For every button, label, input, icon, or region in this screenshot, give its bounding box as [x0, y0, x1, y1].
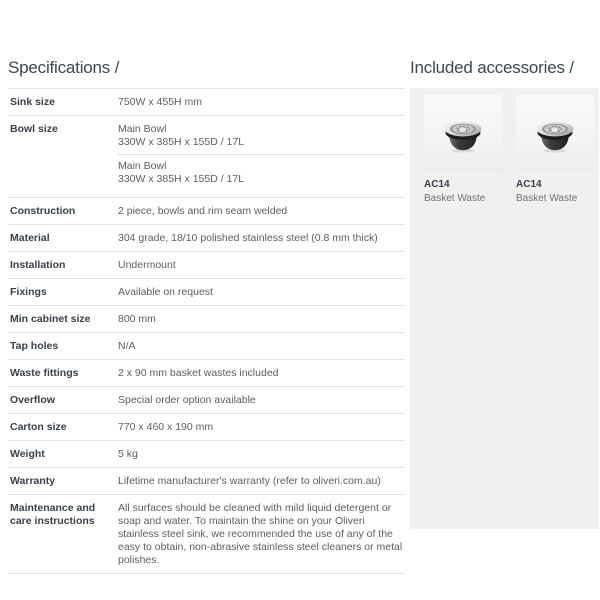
- spec-label: Maintenance and care instructions: [10, 502, 96, 527]
- spec-label: Carton size: [10, 421, 67, 433]
- specifications-table: [8, 88, 404, 574]
- spec-label: Bowl size: [10, 123, 58, 135]
- spec-value: Special order option available: [118, 394, 256, 406]
- spec-label: Overflow: [10, 394, 55, 406]
- bowl-title: Main Bowl: [118, 160, 167, 172]
- table-row-bowl-size: [8, 116, 404, 198]
- table-row-fixings: [8, 279, 404, 306]
- spec-value: 5 kg: [118, 448, 138, 460]
- accessories-panel: [410, 88, 599, 529]
- basket-waste-photo: [424, 95, 502, 172]
- basket-waste-drain-image: [530, 112, 580, 156]
- basket-waste-drain-image: [438, 112, 488, 156]
- accessory-card-list: [424, 95, 599, 205]
- accessories-heading: Included accessories /: [410, 58, 574, 77]
- accessories-section: [410, 57, 600, 529]
- spec-value: All surfaces should be cleaned with mild liquid detergent or soap and water. To maintain the shine on your Oliveri stainless steel sink, we recommended the use of any of the easy to obtain, non-abrasive stainless steel cleaners or metal polishes.: [118, 502, 403, 566]
- table-row-installation: [8, 252, 404, 279]
- accessory-name: Basket Waste: [424, 193, 486, 204]
- bowl-entry: [118, 123, 404, 154]
- spec-label: Min cabinet size: [10, 313, 91, 325]
- accessory-code: AC14: [424, 179, 450, 190]
- bowl-title: Main Bowl: [118, 123, 167, 135]
- accessory-code: AC14: [516, 179, 542, 190]
- spec-label: Sink size: [10, 96, 55, 108]
- spec-label: Waste fittings: [10, 367, 79, 379]
- spec-value: 800 mm: [118, 313, 156, 325]
- accessory-card-ac14-1[interactable]: [424, 95, 502, 205]
- table-row-warranty: [8, 468, 404, 495]
- divider: [118, 154, 404, 155]
- specifications-heading: Specifications /: [8, 58, 120, 77]
- accessory-card-ac14-2[interactable]: [516, 95, 594, 205]
- table-row-carton-size: [8, 414, 404, 441]
- table-row-maintenance: [8, 495, 404, 574]
- spec-value: 750W x 455H mm: [118, 96, 203, 108]
- bowl-dims: 330W x 385H x 155D / 17L: [118, 173, 245, 185]
- spec-label: Tap holes: [10, 340, 59, 352]
- bowl-dims: 330W x 385H x 155D / 17L: [118, 136, 245, 148]
- specifications-section: [8, 57, 404, 574]
- table-row-min-cabinet-size: [8, 306, 404, 333]
- table-row-weight: [8, 441, 404, 468]
- table-row-construction: [8, 198, 404, 225]
- table-row-overflow: [8, 387, 404, 414]
- spec-value: Undermount: [118, 259, 176, 271]
- spec-value: 770 x 460 x 190 mm: [118, 421, 214, 433]
- table-row-sink-size: [8, 89, 404, 116]
- spec-label: Warranty: [10, 475, 56, 487]
- spec-value: 2 piece, bowls and rim seam welded: [118, 205, 288, 217]
- spec-value: Available on request: [118, 286, 213, 298]
- table-row-material: [8, 225, 404, 252]
- spec-label: Construction: [10, 205, 76, 217]
- spec-label: Weight: [10, 448, 45, 460]
- spec-value: [118, 123, 404, 191]
- spec-value: N/A: [118, 340, 136, 352]
- spec-label: Installation: [10, 259, 66, 271]
- spec-label: Fixings: [10, 286, 47, 298]
- spec-value: 304 grade, 18/10 polished stainless steel (0.8 mm thick): [118, 232, 378, 244]
- basket-waste-photo: [516, 95, 594, 172]
- table-row-tap-holes: [8, 333, 404, 360]
- spec-value: 2 x 90 mm basket wastes included: [118, 367, 279, 379]
- table-row-waste-fittings: [8, 360, 404, 387]
- spec-label: Material: [10, 232, 50, 244]
- accessory-name: Basket Waste: [516, 193, 578, 204]
- bowl-entry: [118, 160, 404, 191]
- spec-value: Lifetime manufacturer's warranty (refer to oliveri.com.au): [118, 475, 381, 487]
